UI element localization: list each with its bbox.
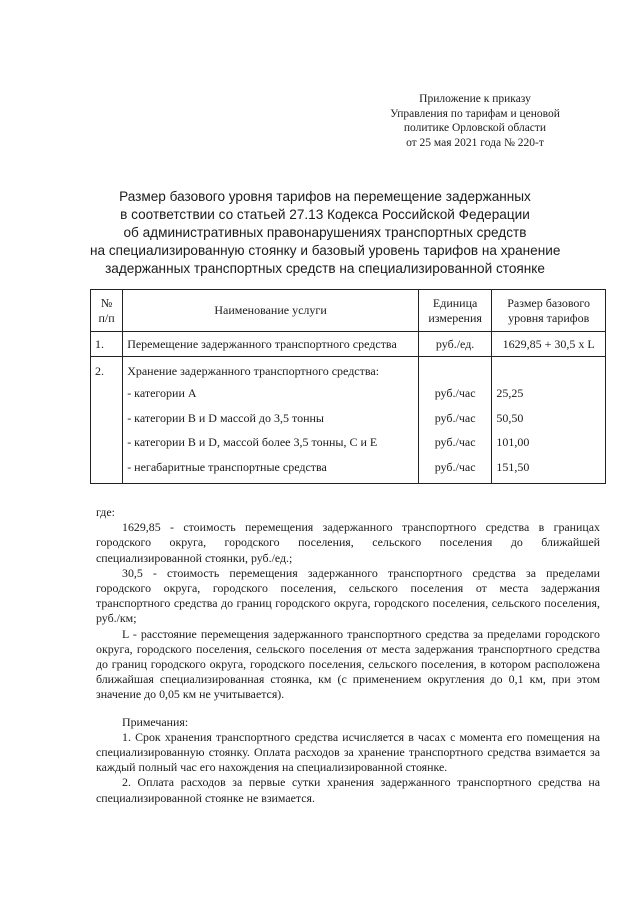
title-line: об административных правонарушениях транспортных средств [123,225,527,240]
table-row [91,332,606,357]
document-title [90,188,560,278]
definition-paragraph: L - расстояние перемещения задержанного транспортного средства за пределами городского округа, городского поселения, сельского поселения от места задержания транспортного средства до границ городского округа, городского поселения, сельского поселения, в котором расположена ближайшая специализированная стоянка, км (с применением округления до 0,1 км, при этом значение до 0,05 км не учитывается). [96,626,600,702]
title-line: в соответствии со статьей 27.13 Кодекса Российской Федерации [120,207,530,222]
definition-paragraph: 30,5 - стоимость перемещения задержанного транспортного средства за пределами городского округа, городского поселения, сельского поселения от места задержания транспортного средства до границ городского округа, городского поселения, сельского поселения, руб./км; [96,565,600,626]
cell-num [91,357,123,484]
note-paragraph: 1. Срок хранения транспортного средства исчисляется в часах с момента его помещения на специализированную стоянку. Оплата расходов за хранение транспортного средства взимается за каждый полный час его нахождения на специализированной стоянке. [96,729,600,775]
item-name: - негабаритные транспортные средства [127,459,327,474]
title-line: задержанных транспортных средств на специализированной стоянке [105,261,545,276]
appendix-line: Приложение к приказу [419,93,531,105]
document-body [96,505,600,806]
appendix-line: от 25 мая 2021 года № 220-т [406,136,544,149]
notes-title: Примечания: [122,714,189,729]
row-number: 2. [95,364,104,378]
item-unit: руб./час [434,435,476,449]
item-size: 151,50 [496,459,530,474]
item-size: 50,50 [496,410,524,425]
cell-size: 1629,85 + 30,5 х L [492,332,606,357]
header-size: Размер базового уровня тарифов [492,290,606,332]
title-line: Размер базового уровня тарифов на перемещение задержанных [119,189,531,204]
header-num: № п/п [91,290,123,332]
definition-paragraph: 1629,85 - стоимость перемещения задержанного транспортного средства в границах городского округа, городского поселения, сельского поселения до ближайшей специализированной стоянки, руб./ед.; [96,520,600,565]
header-name: Наименование услуги [123,290,419,332]
item-size: 25,25 [496,386,524,400]
cell-num: 1. [91,332,123,357]
cell-name: Перемещение задержанного транспортного средства [123,332,419,357]
item-name: - категории А [127,386,197,400]
appendix-line: политике Орловской области [403,122,547,134]
item-unit: руб./час [434,386,476,400]
cell-size [492,357,606,484]
tariff-table [90,289,606,484]
item-unit: руб./час [434,410,476,425]
note-paragraph: 2. Оплата расходов за первые сутки хранения задержанного транспортного средства на специализированной стоянке не взимается. [96,775,600,805]
cell-unit: руб./ед. [418,332,491,357]
cell-name [123,357,419,484]
title-line: на специализированную стоянку и базовый уровень тарифов на хранение [90,243,561,258]
group-name: Хранение задержанного транспортного средства: [127,364,380,378]
where-label: где: [96,505,115,519]
item-unit: руб./час [434,459,476,474]
table-row [91,357,606,484]
item-name: - категории В и D массой до 3,5 тонны [127,410,324,425]
header-unit: Единица измерения [418,290,491,332]
table-header-row [91,290,606,332]
appendix-line: Управления по тарифам и ценовой [390,107,560,120]
appendix-header [370,92,580,150]
cell-unit [418,357,491,484]
item-name: - категории В и D, массой более 3,5 тонны, С и Е [127,435,378,449]
item-size: 101,00 [496,435,530,449]
